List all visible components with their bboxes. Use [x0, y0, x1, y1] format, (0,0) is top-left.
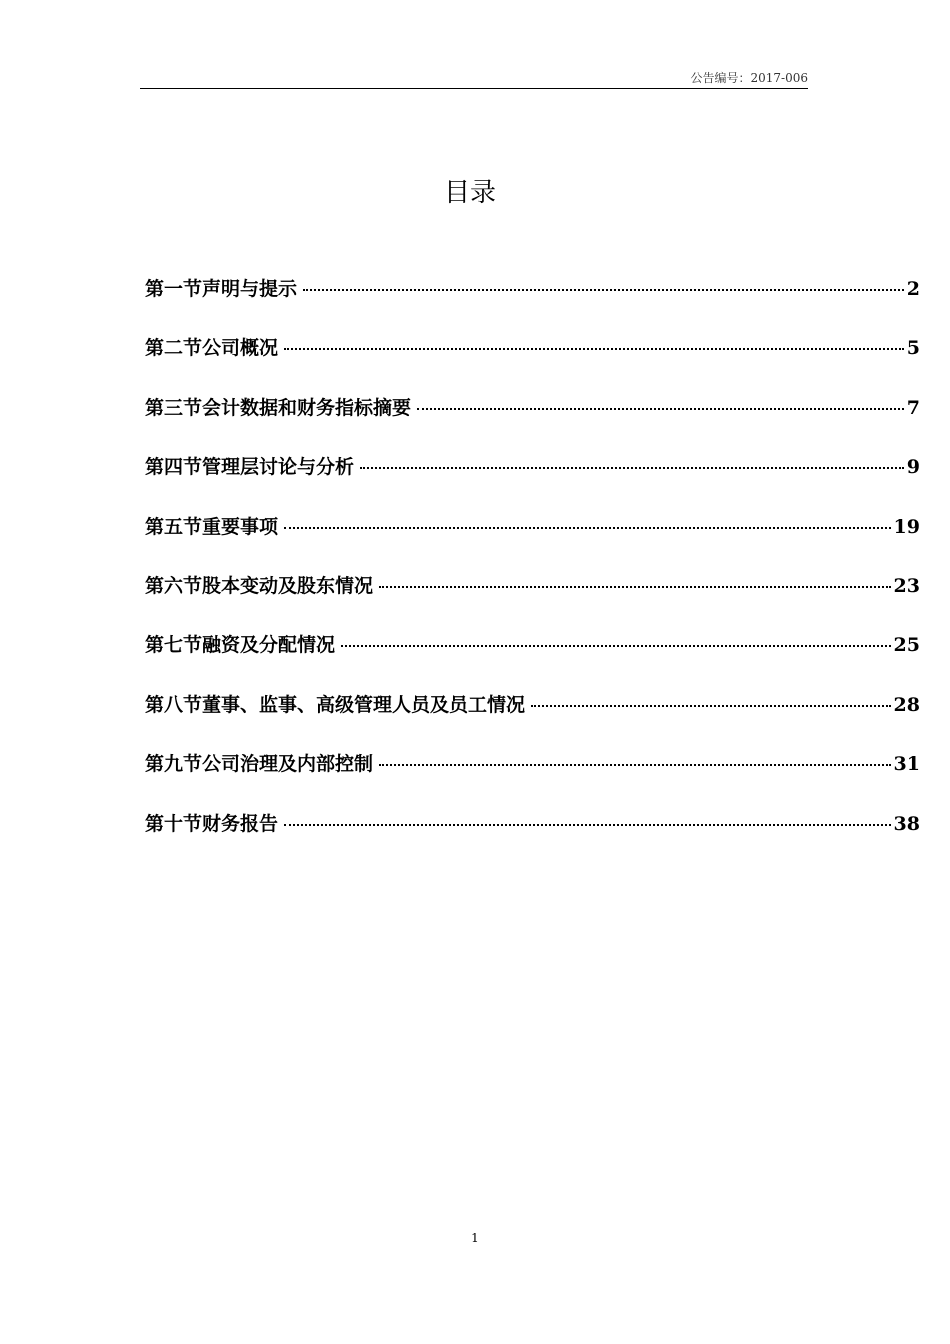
toc-entry-page: 2 [906, 278, 920, 300]
table-of-contents [145, 274, 920, 868]
toc-entry-section-7[interactable] [145, 630, 920, 689]
toc-entry-label: 第一节声明与提示 [145, 278, 298, 300]
toc-title: 目录 [443, 178, 496, 208]
toc-entry-page: 38 [893, 812, 920, 835]
toc-entry-label: 第二节公司概况 [145, 337, 279, 360]
dot-leader [284, 824, 891, 826]
toc-entry-label: 第七节融资及分配情况 [145, 634, 336, 657]
toc-entry-section-1[interactable] [145, 274, 920, 333]
toc-entry-section-2[interactable] [145, 333, 920, 392]
toc-entry-page: 19 [893, 515, 920, 538]
toc-entry-page: 31 [893, 753, 920, 776]
toc-entry-label: 第四节管理层讨论与分析 [145, 456, 355, 479]
page-number: 1 [471, 1231, 479, 1245]
toc-entry-page: 5 [906, 337, 920, 360]
toc-entry-section-9[interactable] [145, 749, 920, 808]
toc-entry-section-5[interactable] [145, 512, 920, 571]
dot-leader [341, 645, 891, 647]
toc-entry-page: 25 [893, 634, 920, 657]
dot-leader [360, 467, 904, 469]
toc-entry-label: 第六节股本变动及股东情况 [145, 574, 374, 597]
toc-entry-section-4[interactable] [145, 452, 920, 511]
toc-entry-page: 9 [906, 456, 920, 479]
toc-entry-label: 第十节财务报告 [145, 812, 279, 835]
toc-entry-label: 第三节会计数据和财务指标摘要 [145, 396, 412, 419]
toc-entry-page: 23 [893, 574, 920, 597]
toc-entry-page: 28 [893, 693, 920, 716]
toc-entry-section-6[interactable] [145, 571, 920, 630]
toc-entry-label: 第八节董事、监事、高级管理人员及员工情况 [145, 693, 526, 716]
dot-leader [284, 348, 904, 350]
dot-leader [417, 408, 904, 410]
toc-entry-page: 7 [906, 396, 920, 419]
page-header [140, 68, 808, 89]
dot-leader [379, 764, 891, 766]
toc-entry-section-8[interactable] [145, 690, 920, 749]
dot-leader [284, 527, 891, 529]
dot-leader [379, 586, 891, 588]
toc-entry-label: 第九节公司治理及内部控制 [145, 753, 374, 776]
dot-leader [531, 705, 891, 707]
dot-leader [303, 289, 904, 291]
toc-entry-label: 第五节重要事项 [145, 515, 279, 538]
toc-entry-section-10[interactable] [145, 809, 920, 868]
announcement-number: 公告编号：2017-006 [690, 71, 808, 85]
toc-entry-section-3[interactable] [145, 393, 920, 452]
